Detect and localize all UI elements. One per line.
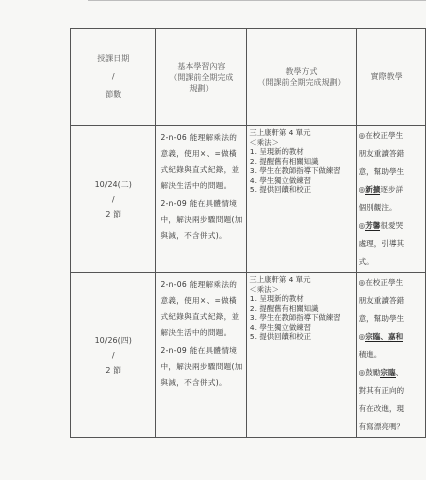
header-notes-label: 實際教學 (370, 72, 403, 82)
content-item: 2-n-06 能理解乘法的意義，使用×、=做橫式紀錄與直式紀錄，並解決生活中的問題。 (160, 280, 240, 337)
header-content (156, 29, 247, 126)
date-value: 10/26(四) (94, 335, 132, 345)
note-line (359, 164, 425, 180)
header-row (71, 29, 426, 126)
method-item: 3. 學生在教師指導下做練習 (259, 166, 353, 176)
note-line (359, 182, 425, 198)
note-text: ◎在校正學生 (358, 131, 404, 140)
header-method-line: 教學方式 (285, 67, 318, 76)
note-text: 個別觀注。 (358, 203, 397, 212)
note-text: 有寫漂亮嗎？ (358, 422, 405, 431)
method-item: 4. 學生獨立做練習 (259, 176, 353, 186)
content-cell (156, 126, 247, 273)
notes-lines (359, 275, 425, 435)
note-line (359, 128, 425, 144)
note-highlight: 芳馨 (365, 221, 381, 230)
note-text: 朋友重讀答錯 (358, 296, 405, 305)
note-line (359, 254, 425, 270)
content-cell (156, 273, 247, 438)
note-text: 式。 (358, 257, 374, 266)
table-row (71, 273, 426, 438)
note-line (359, 236, 425, 252)
date-cell (71, 273, 156, 438)
schedule-table (70, 28, 426, 438)
note-line (359, 293, 425, 309)
note-text: 朋友重讀答錯 (358, 149, 405, 158)
method-subtitle: ＜乘法＞ (249, 137, 279, 147)
note-text: ◎ (358, 332, 366, 341)
note-text: 對其有正向的 (358, 386, 405, 395)
method-list (249, 294, 353, 342)
table-row (71, 126, 426, 273)
header-content-line: （開課前全期完成 (169, 72, 234, 82)
method-item: 4. 學生獨立做練習 (259, 323, 353, 333)
method-item: 5. 提供回饋和校正 (259, 332, 353, 342)
header-notes (356, 29, 425, 126)
note-text: 處理，引導其 (358, 239, 405, 248)
note-text: 有在改進，現 (358, 404, 405, 413)
note-line (359, 347, 425, 363)
note-text: 逐步詳 (380, 185, 404, 194)
header-content-line: 規劃） (189, 83, 214, 93)
note-line (359, 146, 425, 162)
notes-cell (356, 273, 425, 438)
note-line (359, 218, 425, 234)
header-date (71, 29, 156, 126)
header-method (247, 29, 356, 126)
periods-value: 2 節 (105, 209, 122, 219)
content-item: 2-n-09 能在具體情境中，解決兩步驟問題(加與減，不含併式)。 (160, 346, 243, 387)
note-line (359, 401, 425, 417)
note-text: 意，幫助學生 (358, 314, 405, 323)
note-text: 積進。 (358, 350, 382, 359)
header-date-periods: 節數 (105, 90, 122, 99)
note-text: 意，幫助學生 (358, 167, 405, 176)
method-item: 5. 提供回饋和校正 (259, 185, 353, 195)
note-line (359, 329, 425, 345)
periods-value: 2 節 (105, 365, 122, 375)
header-date-line: 授課日期 (97, 54, 130, 63)
header-content-line: 基本學習內容 (177, 61, 226, 71)
method-item: 1. 呈現新的教材 (259, 147, 353, 157)
date-cell (71, 126, 156, 273)
method-cell (247, 126, 356, 273)
date-slash: / (111, 194, 115, 204)
notes-lines (359, 128, 425, 270)
top-edge-line (88, 0, 426, 1)
header-date-slash: / (111, 72, 115, 81)
method-subtitle: ＜乘法＞ (249, 284, 279, 294)
note-line (359, 200, 425, 216)
date-value: 10/24(二) (94, 179, 132, 189)
note-highlight: 宗臨 (380, 368, 396, 377)
method-item: 2. 提醒舊有相關知識 (259, 157, 353, 167)
note-text: ◎ (358, 221, 366, 230)
header-method-line: （開課前全期完成規劃） (257, 78, 346, 87)
note-text: ◎ (358, 185, 366, 194)
note-highlight: 宗臨、嘉和 (365, 332, 404, 341)
content-item: 2-n-09 能在具體情境中，解決兩步驟問題(加與減，不含併式)。 (160, 199, 243, 240)
method-item: 2. 提醒舊有相關知識 (259, 304, 353, 314)
note-line (359, 383, 425, 399)
method-item: 3. 學生在教師指導下做練習 (259, 313, 353, 323)
note-highlight: 新擴 (365, 185, 381, 194)
note-text: ◎在校正學生 (358, 278, 404, 287)
method-title: 三上康軒第 4 單元 (249, 128, 311, 137)
note-text: ◎鼓勵 (358, 368, 381, 377)
note-line (359, 311, 425, 327)
content-item: 2-n-06 能理解乘法的意義，使用×、=做橫式紀錄與直式紀錄，並解決生活中的問題。 (160, 133, 240, 190)
note-text: 很愛哭 (380, 221, 404, 230)
note-line (359, 365, 425, 381)
date-slash: / (111, 350, 115, 360)
note-text: 、 (395, 368, 404, 377)
notes-cell (356, 126, 425, 273)
method-title: 三上康軒第 4 單元 (249, 275, 311, 284)
note-line (359, 275, 425, 291)
method-cell (247, 273, 356, 438)
method-item: 1. 呈現新的教材 (259, 294, 353, 304)
method-list (249, 147, 353, 195)
note-line (359, 419, 425, 435)
